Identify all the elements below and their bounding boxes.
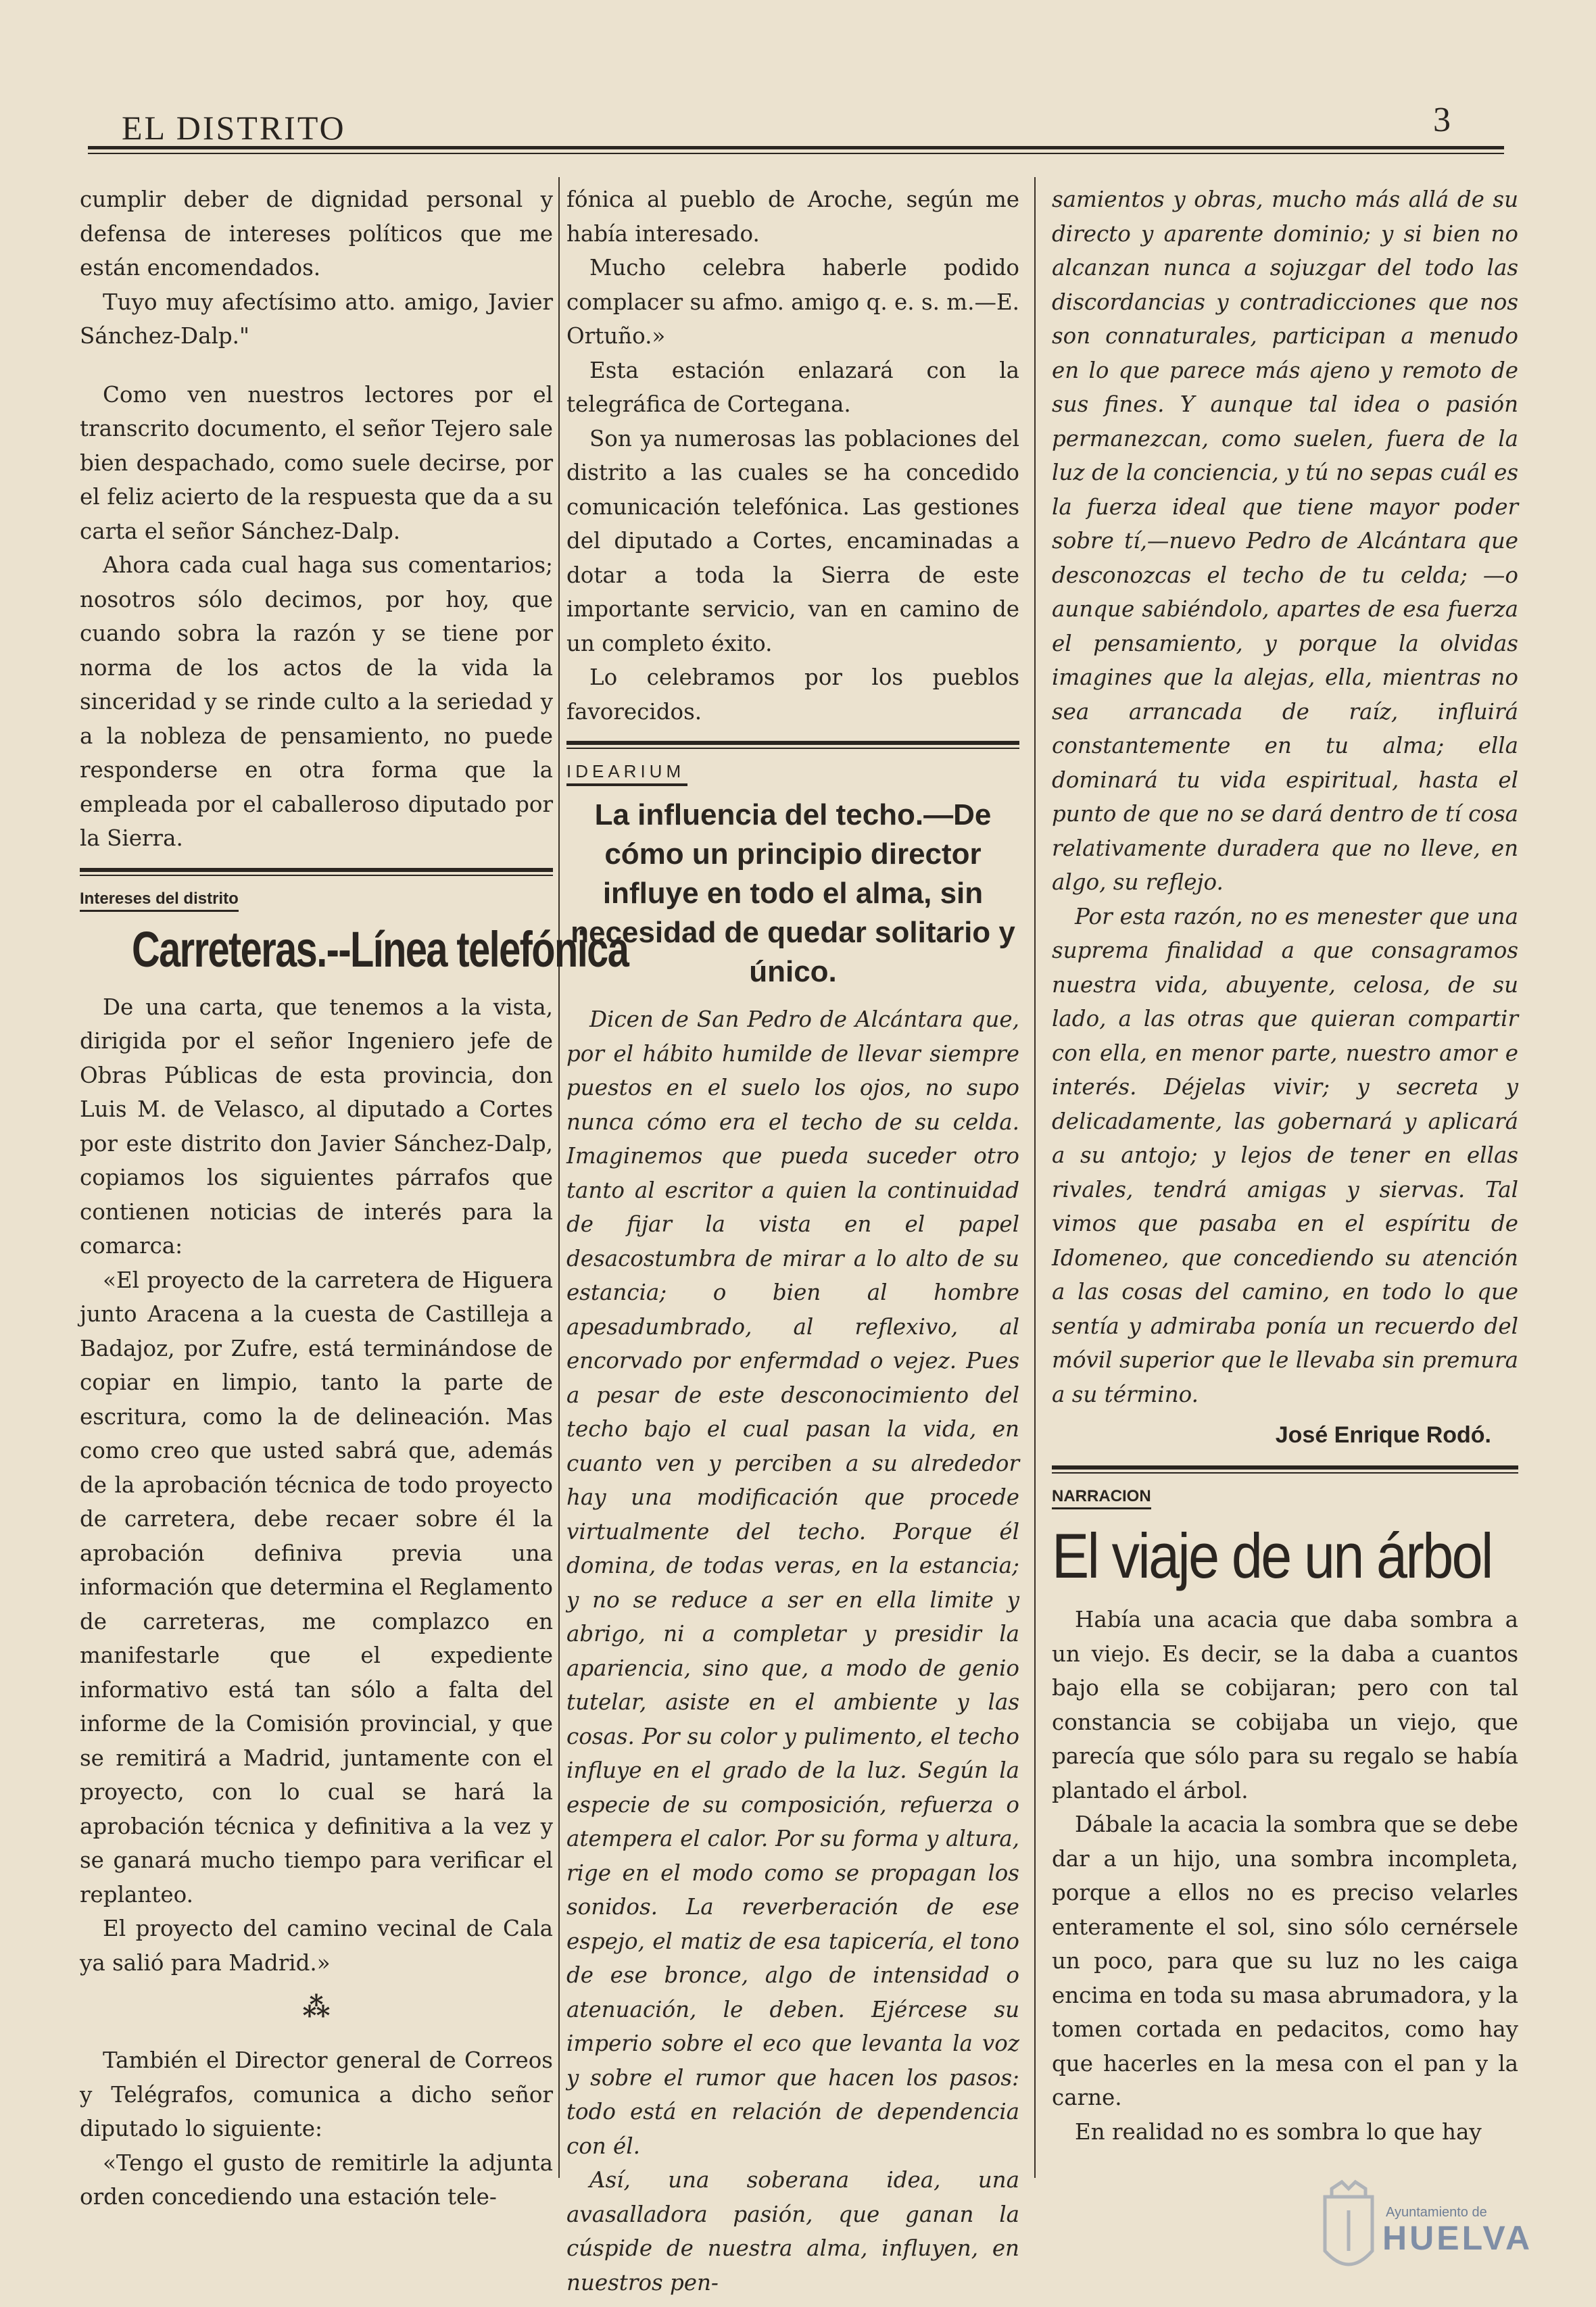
article-paragraph: Había una acacia que daba sombra a un viejo. Es decir, se la daba a cuantos bajo ella se cobijaran; pero con tal constancia se cobijaba un viejo, que parecía que sólo para su regalo se había plantado el árbol.: [1052, 1607, 1518, 1803]
headline-carreteras: Carreteras.--Línea telefónica: [132, 921, 629, 977]
article-paragraph: Lo celebramos por los pueblos favorecidos.: [566, 664, 1019, 725]
article-paragraph: De una carta, que tenemos a la vista, dirigida por el señor Ingeniero jefe de Obras Públicas de esta provincia, don Luis M. de Velasco, al diputado a Cortes por este distrito don Javier Sánchez-Dalp, copiamos los siguientes párrafos que contienen noticias de interés para la comarca:: [80, 994, 553, 1259]
section-kicker: Intereses del distrito: [80, 890, 239, 912]
watermark-label: Ayuntamiento de: [1386, 2205, 1487, 2220]
article-paragraph: Son ya numerosas las poblaciones del distrito a las cuales se ha concedido comunicación telefónica. Las gestiones del diputado a Cortes, encaminadas a dotar a toda la Sierra de este importante servicio, van en camino de un completo éxito.: [566, 425, 1019, 656]
article-paragraph: Mucho celebra haberle podido complacer su afmo. amigo q. e. s. m.—E. Ortuño.»: [566, 255, 1019, 349]
column-divider: [1034, 177, 1036, 2178]
article-paragraph: «El proyecto de la carretera de Higuera junto Aracena a la cuesta de Castilleja a Badajoz, por Zufre, está terminándose de copiar en limpio, tanto la parte de escritura, como la de delineación. Mas como creo que usted sabrá que, además de la aprobación técnica de todo proyecto de carretera, debe recaer sobre él la aprobación definiva previa una información que determina el Reglamento de carreteras, me complazco en manifestarle que el expediente informativo está tan sólo a falta del informe de la Comisión provincial, y que se remitirá a Madrid, juntamente con el proyecto, con lo cual se hará la aprobación técnica y definitiva a la vez y se ganará mucho tiempo para verificar el replanteo.: [80, 1267, 553, 1908]
article-paragraph: Dábale la acacia la sombra que se debe dar a un hijo, una sombra incompleta, porque a ellos no es preciso velarles enteramente el sol, sino sólo cernérsele un poco, para que su luz no les caiga encima en toda su masa abrumadora, y la tomen cortada en pedacitos, como hay que hacerles en la mesa con el pan y la carne.: [1052, 1812, 1518, 2110]
asterism-separator: ⁂: [302, 1991, 331, 2023]
article-paragraph: Por esta razón, no es menester que una suprema finalidad a que consagramos nuestra vida, abuyente, celosa, de su lado, a las otras que quieran compartir con ella, en menor parte, nuestro amor e interés. Déjelas vivir; y secreta y delicadamente, las gobernará y aplicará a su antojo; y lejos de tener en ellas rivales, tendrá amigas y siervas. Tal vimos que pasaba en el espíritu de Idomeneo, que concediendo su atención a las cosas del camino, en todo lo que sentía y admiraba ponía un recuerdo del móvil superior que le llevaba sin premura a su término.: [1052, 903, 1518, 1407]
section-rule: [566, 741, 1019, 745]
masthead-title: EL DISTRITO: [122, 109, 346, 147]
article-paragraph: Ahora cada cual haga sus comentarios; nosotros sólo decimos, por hoy, que cuando sobra la razón y se tiene por norma de los actos de la vida la sinceridad y se rinde culto a la seriedad y a la nobleza de pensamiento, no puede responderse en otra forma que la empleada por el caballeroso diputado por la Sierra.: [80, 552, 553, 851]
article-paragraph: fónica al pueblo de Aroche, según me había interesado.: [566, 187, 1019, 247]
section-rule: [80, 875, 553, 876]
headline-idearium: La influencia del techo.—De cómo un principio director influye en todo el alma, sin necesidad de quedar solitario y único.: [571, 798, 1015, 988]
letter-closing: Tuyo muy afectísimo atto. amigo, Javier Sánchez-Dalp.": [80, 289, 553, 349]
article-paragraph: Como ven nuestros lectores por el transcrito documento, el señor Tejero sale bien despachado, como suele decirse, por el feliz acierto de la respuesta que da a su carta el señor Sánchez-Dalp.: [80, 381, 553, 544]
article-paragraph: «Tengo el gusto de remitirle la adjunta orden concediendo una estación tele-: [80, 2150, 553, 2210]
masthead-rule-thin: [88, 153, 1504, 154]
article-paragraph: Esta estación enlazará con la telegráfica de Cortegana.: [566, 357, 1019, 417]
page-number: 3: [1433, 101, 1451, 139]
column-3: [1052, 183, 1518, 2149]
article-paragraph: En realidad no es sombra lo que hay: [1075, 2118, 1482, 2145]
section-rule: [1052, 1472, 1518, 1474]
section-rule: [80, 868, 553, 872]
masthead-rule: [88, 146, 1504, 149]
author-signature: José Enrique Rodó.: [1275, 1422, 1491, 1448]
article-paragraph: Así, una soberana idea, una avasalladora pasión, que ganan la cúspide de nuestra alma, influyen, en nuestros pen-: [566, 2167, 1019, 2296]
section-kicker-narracion: NARRACION: [1052, 1487, 1151, 1509]
watermark-title: HUELVA: [1382, 2219, 1533, 2257]
column-divider: [558, 177, 560, 2178]
article-paragraph: cumplir deber de dignidad personal y defensa de intereses políticos que me están encomendados.: [80, 187, 553, 281]
column-2: [566, 183, 1019, 2300]
article-paragraph: samientos y obras, mucho más allá de su directo y aparente dominio; y si bien no alcanzan nunca a sojuzgar del todo las discordancias y contradicciones que nos son connaturales, participan a menudo en lo que parece más ajeno y remoto de sus fines. Y aunque tal idea o pasión permanezcan, como suelen, fuera de la luz de la conciencia, y tú no sepas cuál es la fuerza ideal que tiene mayor poder sobre tí,—nuevo Pedro de Alcántara que desconozcas el techo de tu celda; —o aunque sabiéndolo, apartes de esa fuerza el pensamiento, y porque la olvidas imagines que la alejas, ella, mientras no sea arrancada de raíz, influirá constantemente en tu alma; ella dominará tu vida espiritual, hasta el punto de que no se dará dentro de tí cosa relativamente duradera que no lleve, en algo, su reflejo.: [1052, 187, 1518, 895]
headline-viaje: El viaje de un árbol: [1052, 1520, 1492, 1591]
article-paragraph: Dicen de San Pedro de Alcántara que, por el hábito humilde de llevar siempre puestos en el suelo los ojos, no supo nunca cómo era el techo de su celda. Imaginemos que pueda suceder otro tanto al escritor a quien la continuidad de fijar la vista en el papel desacostumbra de mirar a lo alto de su estancia; o bien al hombre apesadumbrado, al reflexivo, al encorvado por enfermdad o vejez. Pues a pesar de este desconocimiento del techo bajo el cual pasan la vida, en cuanto ven y perciben a su alrededor hay una modificación que procede virtualmente del techo. Porque él domina, de todas veras, en la estancia; y no se reduce a ser en ella limite y abrigo, ni a completar y presidir la apariencia, sino que, a modo de genio tutelar, asiste en el ambiente y las cosas. Por su color y pulimento, el techo influye en el grado de la luz. Según la especie de su composición, refuerza o atempera el calor. Por su forma y altura, rige en el modo como se propagan los sonidos. La reverberación de ese espejo, el matiz de esa tapicería, el tono de ese bronce, algo de intensidad o atenuación, le deben. Ejércese su imperio sobre el eco que levanta la voz y sobre el rumor que hacen los pasos: todo está en relación de dependencia con él.: [566, 1006, 1019, 2159]
section-rule: [1052, 1465, 1518, 1470]
article-paragraph: El proyecto del camino vecinal de Cala ya salió para Madrid.»: [80, 1916, 553, 1976]
section-rule: [566, 748, 1019, 749]
article-paragraph: También el Director general de Correos y Telégrafos, comunica a dicho señor diputado lo siguiente:: [80, 2047, 553, 2141]
section-kicker-idearium: IDEARIUM: [566, 761, 687, 786]
